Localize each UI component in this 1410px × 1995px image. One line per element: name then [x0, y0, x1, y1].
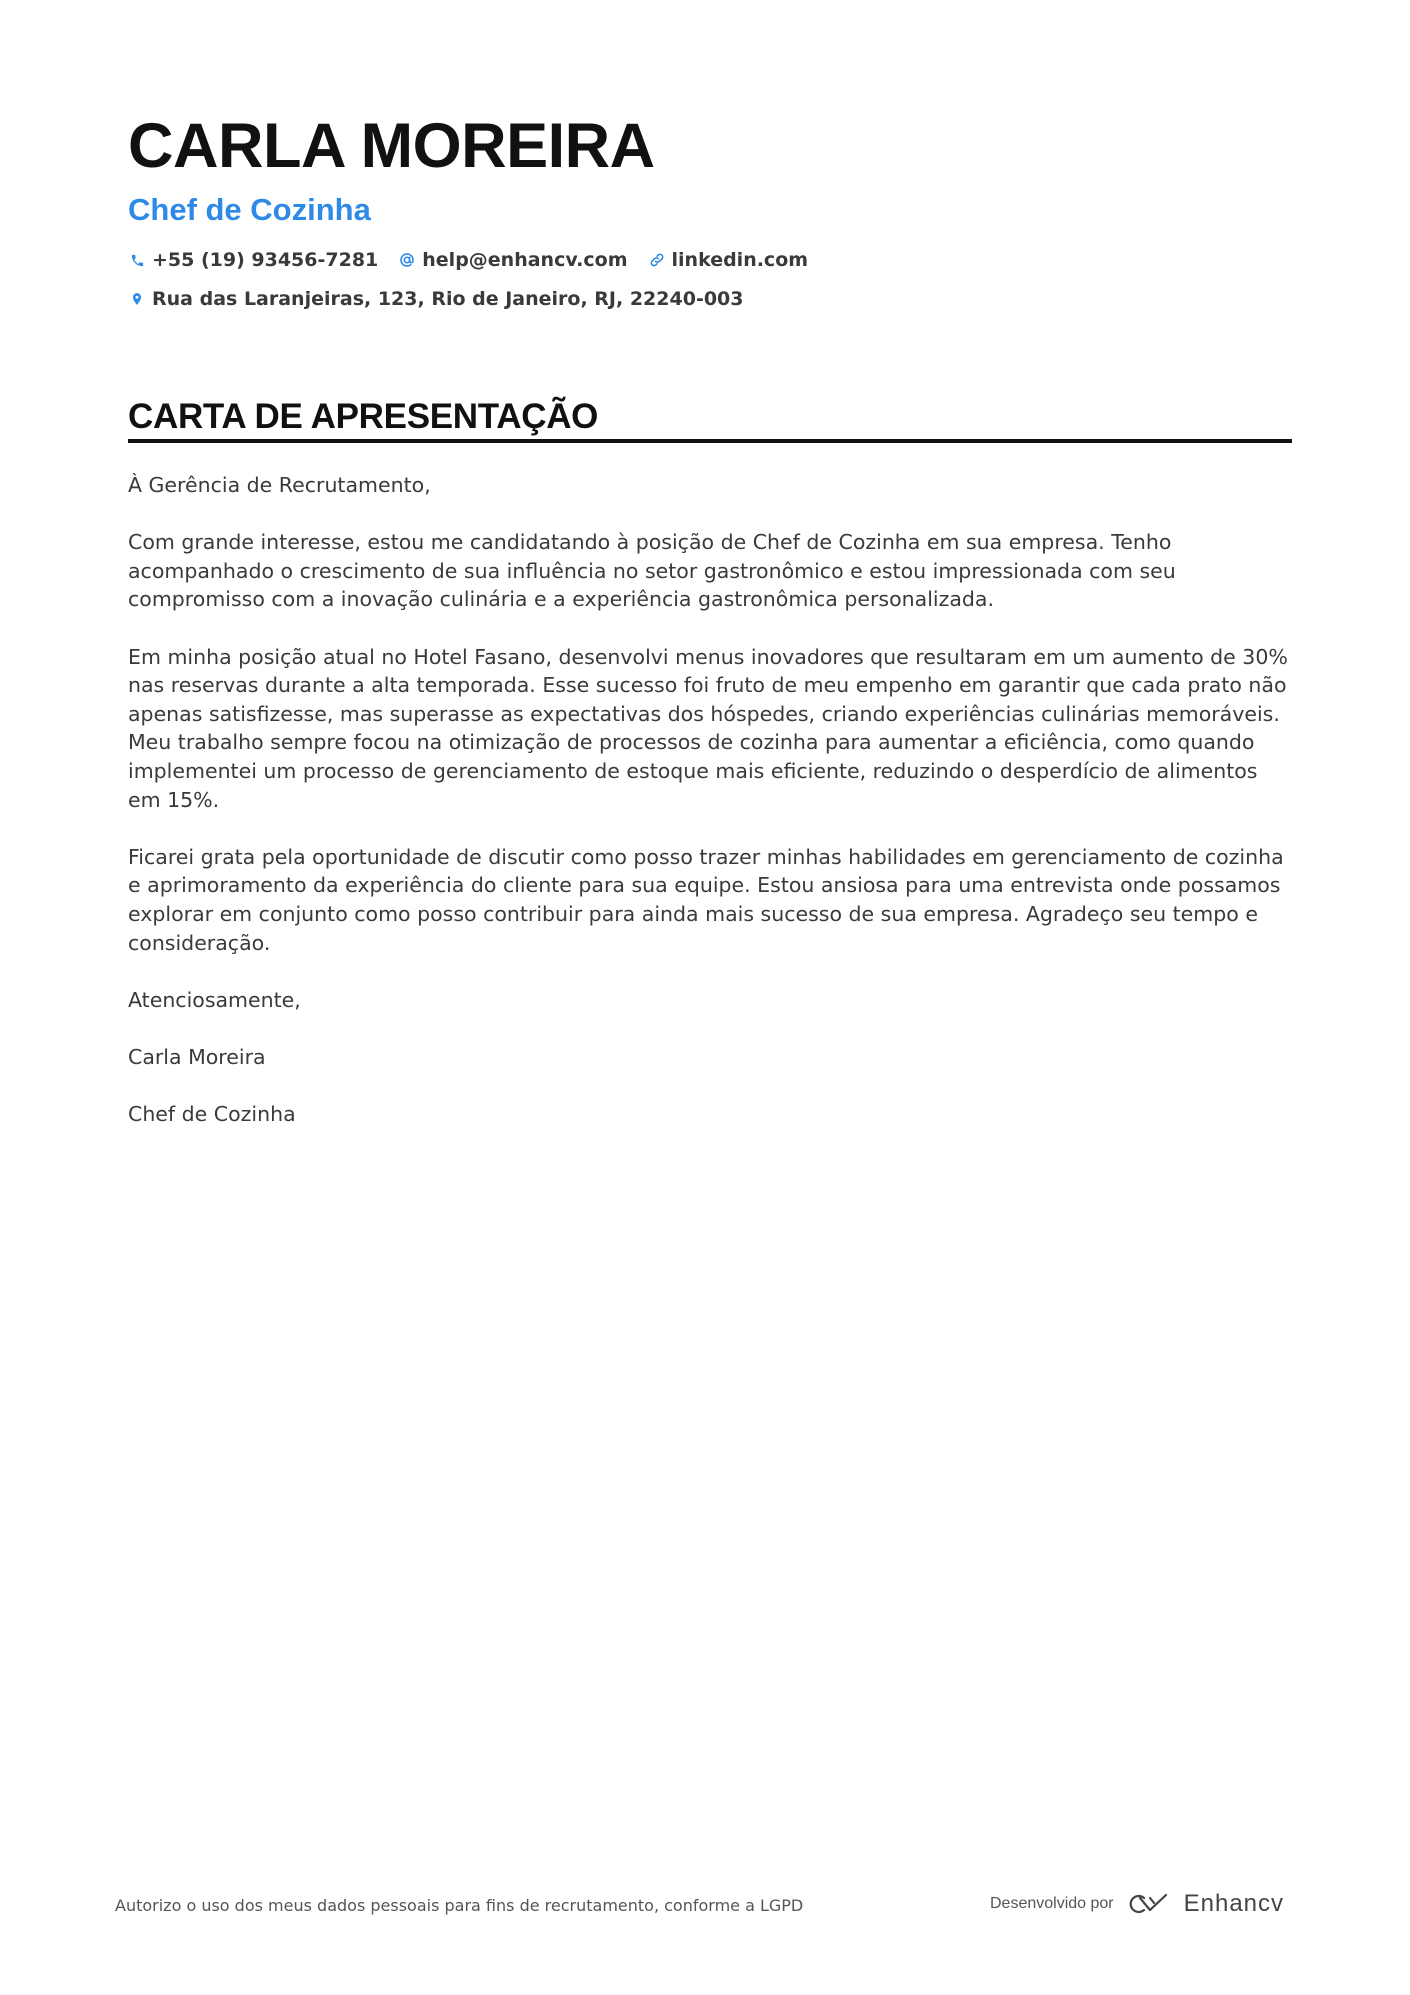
candidate-name: CARLA MOREIRA: [128, 111, 655, 181]
contact-row-primary: [128, 248, 1292, 272]
consent-note: Autorizo o uso dos meus dados pessoais para fins de recrutamento, conforme a LGPD: [115, 1896, 804, 1915]
powered-by[interactable]: [990, 1890, 1284, 1918]
contact-email[interactable]: [398, 249, 627, 271]
link-text: linkedin.com: [671, 249, 809, 271]
link-icon: [648, 251, 666, 269]
letter-paragraph-1: Com grande interesse, estou me candidatando à posição de Chef de Cozinha em sua empresa. Tenho acompanhado o crescimento de sua influência no setor gastronômico e estou impressionada com seu compromisso com a inovação culinária e a experiência gastronômica personalizada.: [128, 530, 1176, 612]
phone-text: +55 (19) 93456-7281: [152, 249, 379, 271]
letter-body: [128, 471, 1292, 1129]
letter-closing: Atenciosamente,: [128, 987, 301, 1012]
letter-paragraph-2: Em minha posição atual no Hotel Fasano, desenvolvi menus inovadores que resultaram em um aumento de 30% nas reservas durante a alta temporada. Esse sucesso foi fruto de meu empenho em garantir que cada prato não apenas satisfizesse, mas superasse as expectativas dos hóspedes, criando experiências culinárias memoráveis. Meu trabalho sempre focou na otimização de processos de cozinha para aumentar a eficiência, como quando implementei um processo de gerenciamento de estoque mais eficiente, reduzindo o desperdício de alimentos em 15%.: [128, 644, 1288, 812]
contact-row-address: [128, 287, 1292, 311]
job-title: Chef de Cozinha: [128, 192, 371, 227]
signature-name: Carla Moreira: [128, 1044, 266, 1069]
phone-icon: [128, 251, 146, 269]
powered-by-label: Desenvolvido por: [990, 1895, 1114, 1912]
at-icon: [398, 251, 416, 269]
email-text: help@enhancv.com: [422, 249, 628, 271]
signature-title: Chef de Cozinha: [128, 1102, 296, 1127]
letter-salutation: À Gerência de Recrutamento,: [128, 473, 431, 497]
enhancv-logo-icon: [1126, 1891, 1174, 1917]
section-title: CARTA DE APRESENTAÇÃO: [128, 397, 599, 436]
resume-page: [128, 110, 1292, 1157]
letter-paragraph-3: Ficarei grata pela oportunidade de discutir como posso trazer minhas habilidades em gerenciamento de cozinha e aprimoramento da experiência do cliente para sua equipe. Estou ansiosa para uma entrevista onde possamos explorar em conjunto como posso contribuir para ainda mais sucesso de sua empresa. Agradeço seu tempo e consideração.: [128, 844, 1284, 955]
address-text: Rua das Laranjeiras, 123, Rio de Janeiro, RJ, 22240-003: [152, 288, 744, 310]
contact-phone[interactable]: [128, 249, 378, 271]
contact-link[interactable]: [648, 249, 809, 271]
brand-name: Enhancv: [1183, 1890, 1285, 1917]
contact-address: [128, 288, 744, 310]
location-pin-icon: [128, 290, 146, 308]
section-divider: [128, 439, 1292, 443]
